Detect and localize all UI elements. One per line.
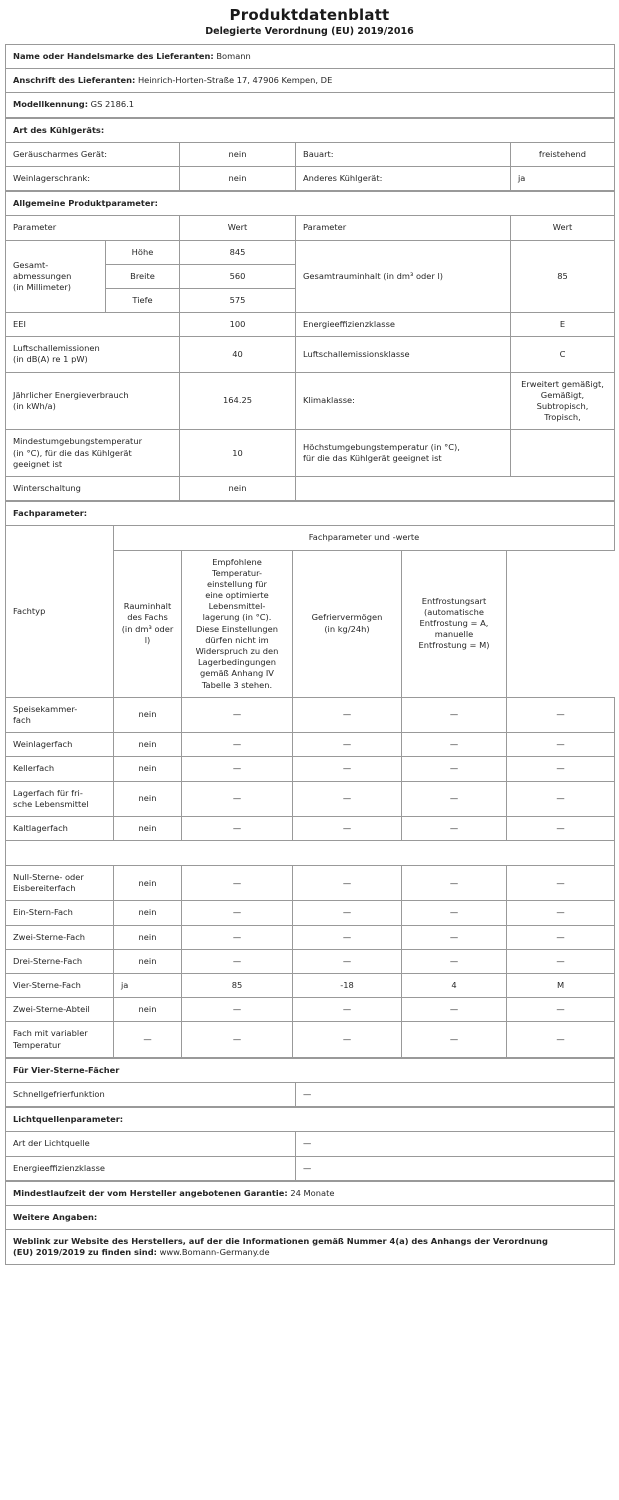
table-row bbox=[6, 192, 615, 216]
fast-freeze-value: — bbox=[296, 1082, 615, 1106]
compartment-defrost: — bbox=[507, 781, 615, 816]
table-row bbox=[6, 974, 615, 998]
warranty-table bbox=[5, 1181, 615, 1266]
table-spacer-row bbox=[6, 841, 615, 866]
compartment-present: nein bbox=[114, 949, 182, 973]
other-appliance-value: ja bbox=[511, 166, 615, 190]
table-row bbox=[6, 69, 615, 93]
compartment-freeze: — bbox=[402, 733, 507, 757]
model-value: GS 2186.1 bbox=[90, 99, 135, 110]
compartment-name: Zwei-Sterne-Abteil bbox=[6, 998, 114, 1022]
supplier-address-value: Heinrich-Horten-Straße 17, 47906 Kempen, DE bbox=[137, 75, 333, 86]
dimensions-label: Gesamt- abmessungen (in Millimeter) bbox=[6, 240, 106, 313]
wine-cabinet-label: Weinlagerschrank: bbox=[6, 166, 180, 190]
min-ambient-temp-value: 10 bbox=[180, 430, 296, 477]
table-row bbox=[6, 697, 615, 732]
supplier-table bbox=[5, 44, 615, 118]
page-title: Produktdatenblatt bbox=[229, 6, 390, 24]
compartment-defrost: — bbox=[507, 949, 615, 973]
eei-value: 100 bbox=[180, 313, 296, 337]
page-subtitle: Delegierte Verordnung (EU) 2019/2016 bbox=[205, 26, 414, 37]
compartment-temp: — bbox=[293, 1022, 402, 1057]
col-temp-header: Empfohlene Temperatur- einstellung für eine optimierte Lebensmittel- lagerung (in °C). Diese Einstellungen dürfen nicht im Widerspruch zu den Lagerbedingungen gemäß Anhang IV Tabelle 3 stehen. bbox=[182, 550, 293, 697]
light-energy-class-value: — bbox=[296, 1156, 615, 1180]
table-row bbox=[6, 240, 615, 264]
four-star-table bbox=[5, 1058, 615, 1107]
col-freeze-header: Gefriervermögen (in kg/24h) bbox=[293, 550, 402, 697]
table-row bbox=[6, 142, 615, 166]
table-row bbox=[6, 526, 615, 550]
warranty-label: Mindestlaufzeit der vom Hersteller angebotenen Garantie: bbox=[13, 1187, 288, 1198]
table-row bbox=[6, 1108, 615, 1132]
compartment-volume: — bbox=[182, 998, 293, 1022]
table-row bbox=[6, 372, 615, 430]
quiet-appliance-value: nein bbox=[180, 142, 296, 166]
compartment-name: Speisekammer- fach bbox=[6, 697, 114, 732]
compartment-freeze: — bbox=[402, 781, 507, 816]
supplier-address-cell bbox=[6, 69, 615, 93]
light-type-value: — bbox=[296, 1132, 615, 1156]
spacer-cell bbox=[6, 841, 615, 866]
compartment-temp: — bbox=[293, 816, 402, 840]
fast-freeze-label: Schnellgefrierfunktion bbox=[6, 1082, 296, 1106]
table-row bbox=[6, 925, 615, 949]
light-source-section-header: Lichtquellenparameter: bbox=[6, 1108, 615, 1132]
general-section-header: Allgemeine Produktparameter: bbox=[6, 192, 615, 216]
noise-class-value: C bbox=[511, 337, 615, 372]
compartment-freeze: — bbox=[402, 697, 507, 732]
table-row bbox=[6, 93, 615, 117]
climate-class-value: Erweitert gemäßigt, Gemäßigt, Subtropisch, Tropisch, bbox=[511, 372, 615, 430]
total-volume-label: Gesamtrauminhalt (in dm³ oder l) bbox=[296, 240, 511, 313]
min-ambient-temp-label: Mindestumgebungstemperatur (in °C), für die das Kühlgerät geeignet ist bbox=[6, 430, 180, 477]
compartment-present: nein bbox=[114, 697, 182, 732]
warranty-value: 24 Monate bbox=[290, 1187, 335, 1198]
compartment-volume: — bbox=[182, 781, 293, 816]
table-row bbox=[6, 1082, 615, 1106]
dimension-width-label: Breite bbox=[106, 264, 180, 288]
compartment-present: — bbox=[114, 1022, 182, 1057]
table-row bbox=[6, 1058, 615, 1082]
compartment-freeze: — bbox=[402, 1022, 507, 1057]
compartment-present: nein bbox=[114, 901, 182, 925]
compartment-volume: — bbox=[182, 1022, 293, 1057]
compartment-volume: — bbox=[182, 757, 293, 781]
compartment-defrost: — bbox=[507, 697, 615, 732]
quiet-appliance-label: Geräuscharmes Gerät: bbox=[6, 142, 180, 166]
four-star-section-header: Für Vier-Sterne-Fächer bbox=[6, 1058, 615, 1082]
appliance-type-section-header: Art des Kühlgeräts: bbox=[6, 118, 615, 142]
table-row bbox=[6, 313, 615, 337]
compartment-temp: — bbox=[293, 866, 402, 901]
compartment-volume: — bbox=[182, 733, 293, 757]
annual-energy-value: 164.25 bbox=[180, 372, 296, 430]
compartment-present: nein bbox=[114, 866, 182, 901]
max-ambient-temp-label: Höchstumgebungstemperatur (in °C), für die das Kühlgerät geeignet ist bbox=[296, 430, 511, 477]
compartment-section-header: Fachparameter: bbox=[6, 502, 615, 526]
compartment-volume: — bbox=[182, 816, 293, 840]
compartment-temp: — bbox=[293, 697, 402, 732]
table-row bbox=[6, 1132, 615, 1156]
eei-label: EEI bbox=[6, 313, 180, 337]
compartment-freeze: — bbox=[402, 866, 507, 901]
compartment-name: Kaltlagerfach bbox=[6, 816, 114, 840]
compartment-freeze: — bbox=[402, 816, 507, 840]
table-row bbox=[6, 901, 615, 925]
compartment-name: Weinlagerfach bbox=[6, 733, 114, 757]
model-label: Modellkennung: bbox=[13, 99, 89, 110]
weblink-cell bbox=[6, 1230, 615, 1265]
table-row bbox=[6, 1205, 615, 1229]
climate-class-label: Klimaklasse: bbox=[296, 372, 511, 430]
compartment-present: nein bbox=[114, 925, 182, 949]
compartment-temp: -18 bbox=[293, 974, 402, 998]
table-row bbox=[6, 430, 615, 477]
further-info-section-header: Weitere Angaben: bbox=[6, 1205, 615, 1229]
compartment-volume: — bbox=[182, 949, 293, 973]
compartment-defrost: — bbox=[507, 816, 615, 840]
construction-value: freistehend bbox=[511, 142, 615, 166]
general-parameters-table bbox=[5, 191, 615, 501]
warranty-cell bbox=[6, 1181, 615, 1205]
table-row bbox=[6, 337, 615, 372]
compartment-defrost: — bbox=[507, 757, 615, 781]
compartment-temp: — bbox=[293, 757, 402, 781]
compartment-present: nein bbox=[114, 998, 182, 1022]
table-row bbox=[6, 1156, 615, 1180]
compartment-defrost: — bbox=[507, 925, 615, 949]
table-row bbox=[6, 816, 615, 840]
compartment-defrost: — bbox=[507, 733, 615, 757]
col-defrost-header: Entfrostungsart (automatische Entfrostung = A, manuelle Entfrostung = M) bbox=[402, 550, 507, 697]
table-row bbox=[6, 216, 615, 240]
light-type-label: Art der Lichtquelle bbox=[6, 1132, 296, 1156]
general-header-param2: Parameter bbox=[296, 216, 511, 240]
compartment-present: nein bbox=[114, 816, 182, 840]
compartment-temp: — bbox=[293, 949, 402, 973]
table-row bbox=[6, 1230, 615, 1265]
dimension-height-value: 845 bbox=[180, 240, 296, 264]
compartment-name: Lagerfach für fri- sche Lebensmittel bbox=[6, 781, 114, 816]
compartment-temp: — bbox=[293, 733, 402, 757]
winter-setting-empty bbox=[296, 476, 615, 500]
col-volume-header: Rauminhalt des Fachs (in dm³ oder l) bbox=[114, 550, 182, 697]
supplier-name-cell bbox=[6, 45, 615, 69]
supplier-address-label: Anschrift des Lieferanten: bbox=[13, 75, 136, 86]
general-header-value: Wert bbox=[180, 216, 296, 240]
compartment-volume: — bbox=[182, 697, 293, 732]
compartment-present: nein bbox=[114, 781, 182, 816]
table-row bbox=[6, 1181, 615, 1205]
general-header-param: Parameter bbox=[6, 216, 180, 240]
winter-setting-label: Winterschaltung bbox=[6, 476, 180, 500]
dimension-height-label: Höhe bbox=[106, 240, 180, 264]
table-row bbox=[6, 733, 615, 757]
compartment-group-header: Fachparameter und -werte bbox=[114, 526, 615, 550]
compartment-name: Ein-Stern-Fach bbox=[6, 901, 114, 925]
compartment-freeze: — bbox=[402, 925, 507, 949]
compartment-defrost: M bbox=[507, 974, 615, 998]
table-row bbox=[6, 45, 615, 69]
wine-cabinet-value: nein bbox=[180, 166, 296, 190]
table-row bbox=[6, 781, 615, 816]
compartment-freeze: 4 bbox=[402, 974, 507, 998]
compartment-temp: — bbox=[293, 901, 402, 925]
compartment-freeze: — bbox=[402, 901, 507, 925]
model-cell bbox=[6, 93, 615, 117]
compartment-defrost: — bbox=[507, 998, 615, 1022]
general-header-value2: Wert bbox=[511, 216, 615, 240]
compartment-freeze: — bbox=[402, 998, 507, 1022]
compartment-volume: — bbox=[182, 925, 293, 949]
construction-label: Bauart: bbox=[296, 142, 511, 166]
light-source-table bbox=[5, 1107, 615, 1181]
table-row bbox=[6, 949, 615, 973]
compartment-defrost: — bbox=[507, 901, 615, 925]
table-row bbox=[6, 118, 615, 142]
noise-emission-label: Luftschallemissionen (in dB(A) re 1 pW) bbox=[6, 337, 180, 372]
compartment-temp: — bbox=[293, 781, 402, 816]
dimension-width-value: 560 bbox=[180, 264, 296, 288]
energy-class-label: Energieeffizienzklasse bbox=[296, 313, 511, 337]
compartment-name: Kellerfach bbox=[6, 757, 114, 781]
compartment-volume: — bbox=[182, 901, 293, 925]
compartment-name: Vier-Sterne-Fach bbox=[6, 974, 114, 998]
compartment-present: nein bbox=[114, 757, 182, 781]
compartment-name: Drei-Sterne-Fach bbox=[6, 949, 114, 973]
product-data-sheet bbox=[0, 6, 619, 1265]
energy-class-value: E bbox=[511, 313, 615, 337]
noise-class-label: Luftschallemissionsklasse bbox=[296, 337, 511, 372]
weblink-label: Weblink zur Website des Herstellers, auf der die Informationen gemäß Nummer 4(a) des Anhangs der Verordnung (EU) 2019/2019 zu finden sind: bbox=[13, 1236, 548, 1258]
compartment-name: Zwei-Sterne-Fach bbox=[6, 925, 114, 949]
max-ambient-temp-value bbox=[511, 430, 615, 477]
table-row bbox=[6, 998, 615, 1022]
winter-setting-value: nein bbox=[180, 476, 296, 500]
compartment-name: Null-Sterne- oder Eisbereiterfach bbox=[6, 866, 114, 901]
table-row bbox=[6, 476, 615, 500]
supplier-name-label: Name oder Handelsmarke des Lieferanten: bbox=[13, 51, 214, 61]
dimension-depth-value: 575 bbox=[180, 288, 296, 312]
compartment-temp: — bbox=[293, 998, 402, 1022]
compartment-type-header: Fachtyp bbox=[6, 526, 114, 697]
light-energy-class-label: Energieeffizienzklasse bbox=[6, 1156, 296, 1180]
table-row bbox=[6, 166, 615, 190]
table-row bbox=[6, 866, 615, 901]
other-appliance-label: Anderes Kühlgerät: bbox=[296, 166, 511, 190]
compartment-present: ja bbox=[114, 974, 182, 998]
supplier-name-value: Bomann bbox=[216, 51, 251, 61]
compartment-volume: 85 bbox=[182, 974, 293, 998]
table-row bbox=[6, 1022, 615, 1057]
compartment-defrost: — bbox=[507, 1022, 615, 1057]
dimension-depth-label: Tiefe bbox=[106, 288, 180, 312]
compartment-parameters-table bbox=[5, 501, 615, 1058]
table-row bbox=[6, 757, 615, 781]
manufacturer-website-link[interactable]: www.Bomann-Germany.de bbox=[159, 1247, 270, 1258]
compartment-name: Fach mit variabler Temperatur bbox=[6, 1022, 114, 1057]
annual-energy-label: Jährlicher Energieverbrauch (in kWh/a) bbox=[6, 372, 180, 430]
table-row bbox=[6, 502, 615, 526]
appliance-type-table bbox=[5, 118, 615, 192]
compartment-temp: — bbox=[293, 925, 402, 949]
compartment-freeze: — bbox=[402, 949, 507, 973]
compartment-present: nein bbox=[114, 733, 182, 757]
noise-emission-value: 40 bbox=[180, 337, 296, 372]
compartment-volume: — bbox=[182, 866, 293, 901]
compartment-defrost: — bbox=[507, 866, 615, 901]
total-volume-value: 85 bbox=[511, 240, 615, 313]
compartment-freeze: — bbox=[402, 757, 507, 781]
